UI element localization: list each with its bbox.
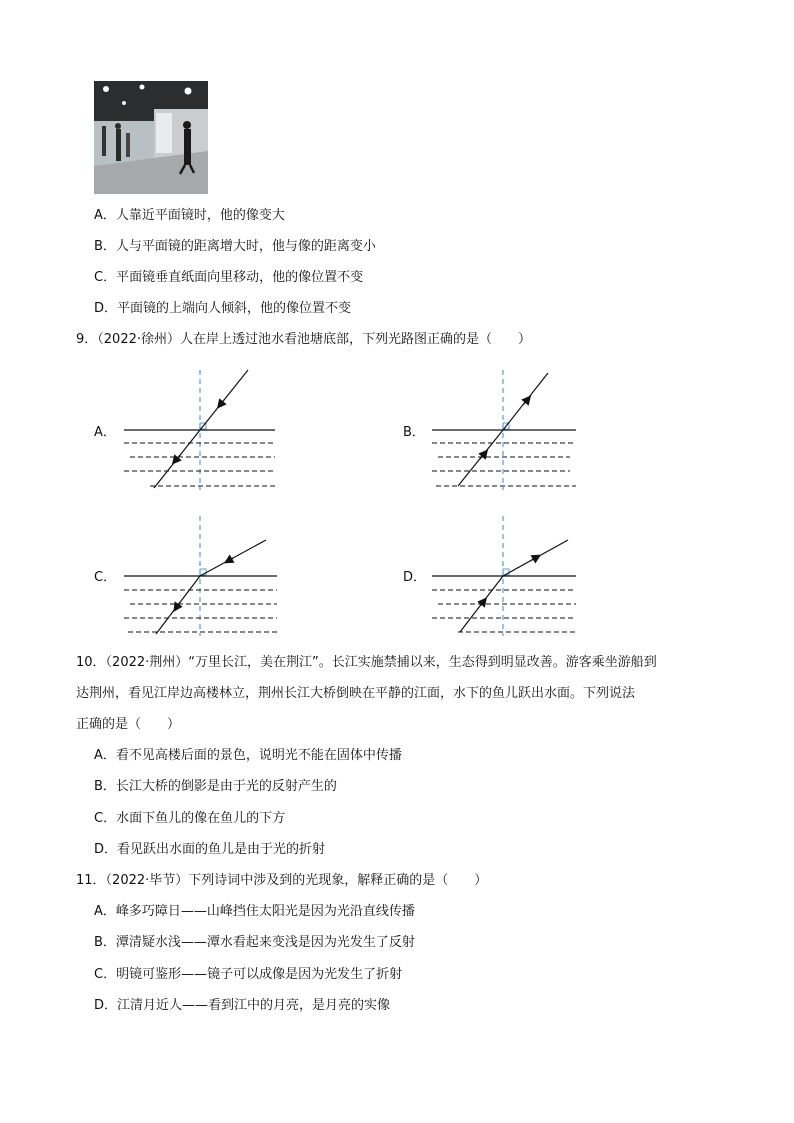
q10-option-c: C．水面下鱼儿的像在鱼儿的下方 (94, 811, 286, 826)
q8-option-d: D．平面镜的上端向人倾斜，他的像位置不变 (94, 301, 352, 316)
q9-diagram-b (418, 365, 598, 495)
q10-option-b: B．长江大桥的倒影是由于光的反射产生的 (94, 779, 337, 794)
q9-label-a: A． (94, 425, 116, 440)
q10-stem-line-3: 正确的是（ ） (76, 717, 181, 732)
q9-label-d: D． (403, 570, 427, 585)
q9-diagram-a (110, 365, 290, 495)
q10-option-a: A．看不见高楼后面的景色，说明光不能在固体中传播 (94, 748, 402, 763)
q11-option-a: A．峰多巧障日——山峰挡住太阳光是因为光沿直线传播 (94, 904, 415, 919)
q10-option-d: D．看见跃出水面的鱼儿是由于光的折射 (94, 842, 326, 857)
q10-stem-line-1: 10．（2022·荆州）“万里长江，美在荆江”。长江实施禁捕以来，生态得到明显改善。游客乘坐游船到 (76, 655, 657, 670)
q10-stem-line-2: 达荆州，看见江岸边高楼林立，荆州长江大桥倒映在平静的江面，水下的鱼儿跃出水面。下列说法 (76, 686, 636, 701)
q8-option-c: C．平面镜垂直纸面向里移动，他的像位置不变 (94, 270, 364, 285)
q9-stem: 9．（2022·徐州）人在岸上透过池水看池塘底部，下列光路图正确的是（ ） (76, 332, 531, 347)
q11-option-b: B．潭清疑水浅——潭水看起来变浅是因为光发生了反射 (94, 935, 415, 950)
dance-mirror-photo (94, 81, 208, 194)
q9-label-c: C． (94, 570, 117, 585)
q9-diagram-c (110, 512, 290, 640)
q11-option-c: C．明镜可鉴形——镜子可以成像是因为光发生了折射 (94, 967, 403, 982)
q11-option-d: D．江清月近人——看到江中的月亮，是月亮的实像 (94, 998, 391, 1013)
q8-option-a: A．人靠近平面镜时，他的像变大 (94, 208, 285, 223)
q9-diagram-d (418, 512, 598, 640)
q9-label-b: B． (403, 425, 425, 440)
q11-stem: 11．（2022·毕节）下列诗词中涉及到的光现象，解释正确的是（ ） (76, 873, 488, 888)
q8-option-b: B．人与平面镜的距离增大时，他与像的距离变小 (94, 239, 376, 254)
